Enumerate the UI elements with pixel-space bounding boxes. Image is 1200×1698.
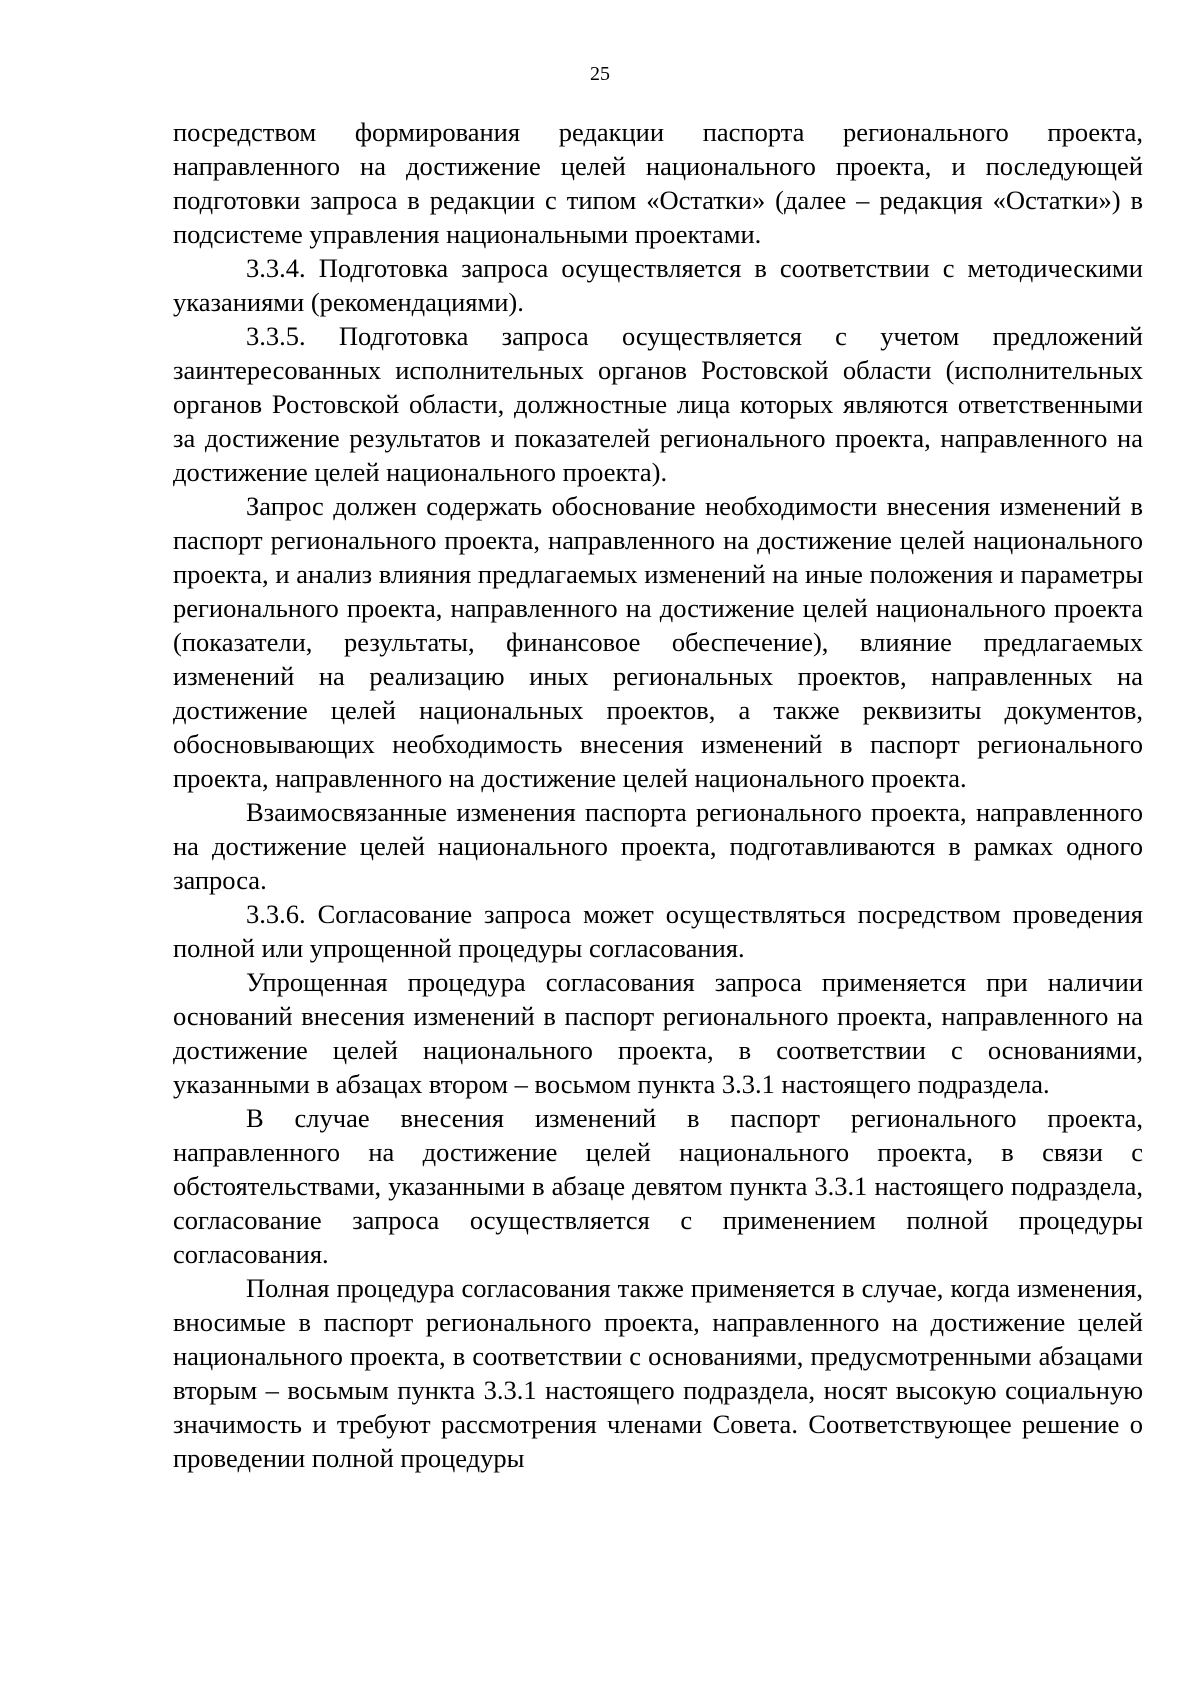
paragraph-simplified-procedure: Упрощенная процедура согласования запроса применяется при наличии оснований внесения изменений в паспорт регионального проекта, направленного на достижение целей национального проекта, в соответствии с основаниями, указанными в абзацах втором – восьмом пункта 3.3.1 настоящего подраздела. [173,967,1143,1099]
page-number: 25 [590,63,610,85]
paragraph-full-procedure-case: В случае внесения изменений в паспорт регионального проекта, направленного на достижение целей национального проекта, в связи с обстоятельствами, указанными в абзаце девятом пункта 3.3.1 настоящего подраздела, согласование запроса осуществляется с применением полной процедуры согласования. [173,1103,1143,1269]
paragraph-full-procedure-also: Полная процедура согласования также применяется в случае, когда изменения, вносимые в паспорт регионального проекта, направленного на достижение целей национального проекта, в соответствии с основаниями, предусмотренными абзацами вторым – восьмым пункта 3.3.1 настоящего подраздела, носят высокую социальную значимость и требуют рассмотрения членами Совета. Соответствующее решение о проведении полной процедуры [173,1273,1143,1473]
document-body [173,115,1143,1475]
paragraph-3-3-4: 3.3.4. Подготовка запроса осуществляется в соответствии с методическими указаниями (рекомендациями). [173,253,1143,317]
paragraph-3-3-5: 3.3.5. Подготовка запроса осуществляется с учетом предложений заинтересованных исполнительных органов Ростовской области (исполнительных органов Ростовской области, должностные лица которых являются ответственными за достижение результатов и показателей регионального проекта, направленного на достижение целей национального проекта). [173,321,1143,487]
paragraph-continuation: посредством формирования редакции паспорта регионального проекта, направленного на достижение целей национального проекта, и последующей подготовки запроса в редакции с типом «Остатки» (далее – редакция «Остатки») в подсистеме управления национальными проектами. [173,117,1143,249]
paragraph-3-3-6: 3.3.6. Согласование запроса может осуществляться посредством проведения полной или упрощенной процедуры согласования. [173,899,1143,963]
paragraph-request-content: Запрос должен содержать обоснование необходимости внесения изменений в паспорт регионального проекта, направленного на достижение целей национального проекта, и анализ влияния предлагаемых изменений на иные положения и параметры регионального проекта, направленного на достижение целей национального проекта (показатели, результаты, финансовое обеспечение), влияние предлагаемых изменений на реализацию иных региональных проектов, направленных на достижение целей национальных проектов, а также реквизиты документов, обосновывающих необходимость внесения изменений в паспорт регионального проекта, направленного на достижение целей национального проекта. [173,491,1143,793]
paragraph-related-changes: Взаимосвязанные изменения паспорта регионального проекта, направленного на достижение целей национального проекта, подготавливаются в рамках одного запроса. [173,797,1143,895]
